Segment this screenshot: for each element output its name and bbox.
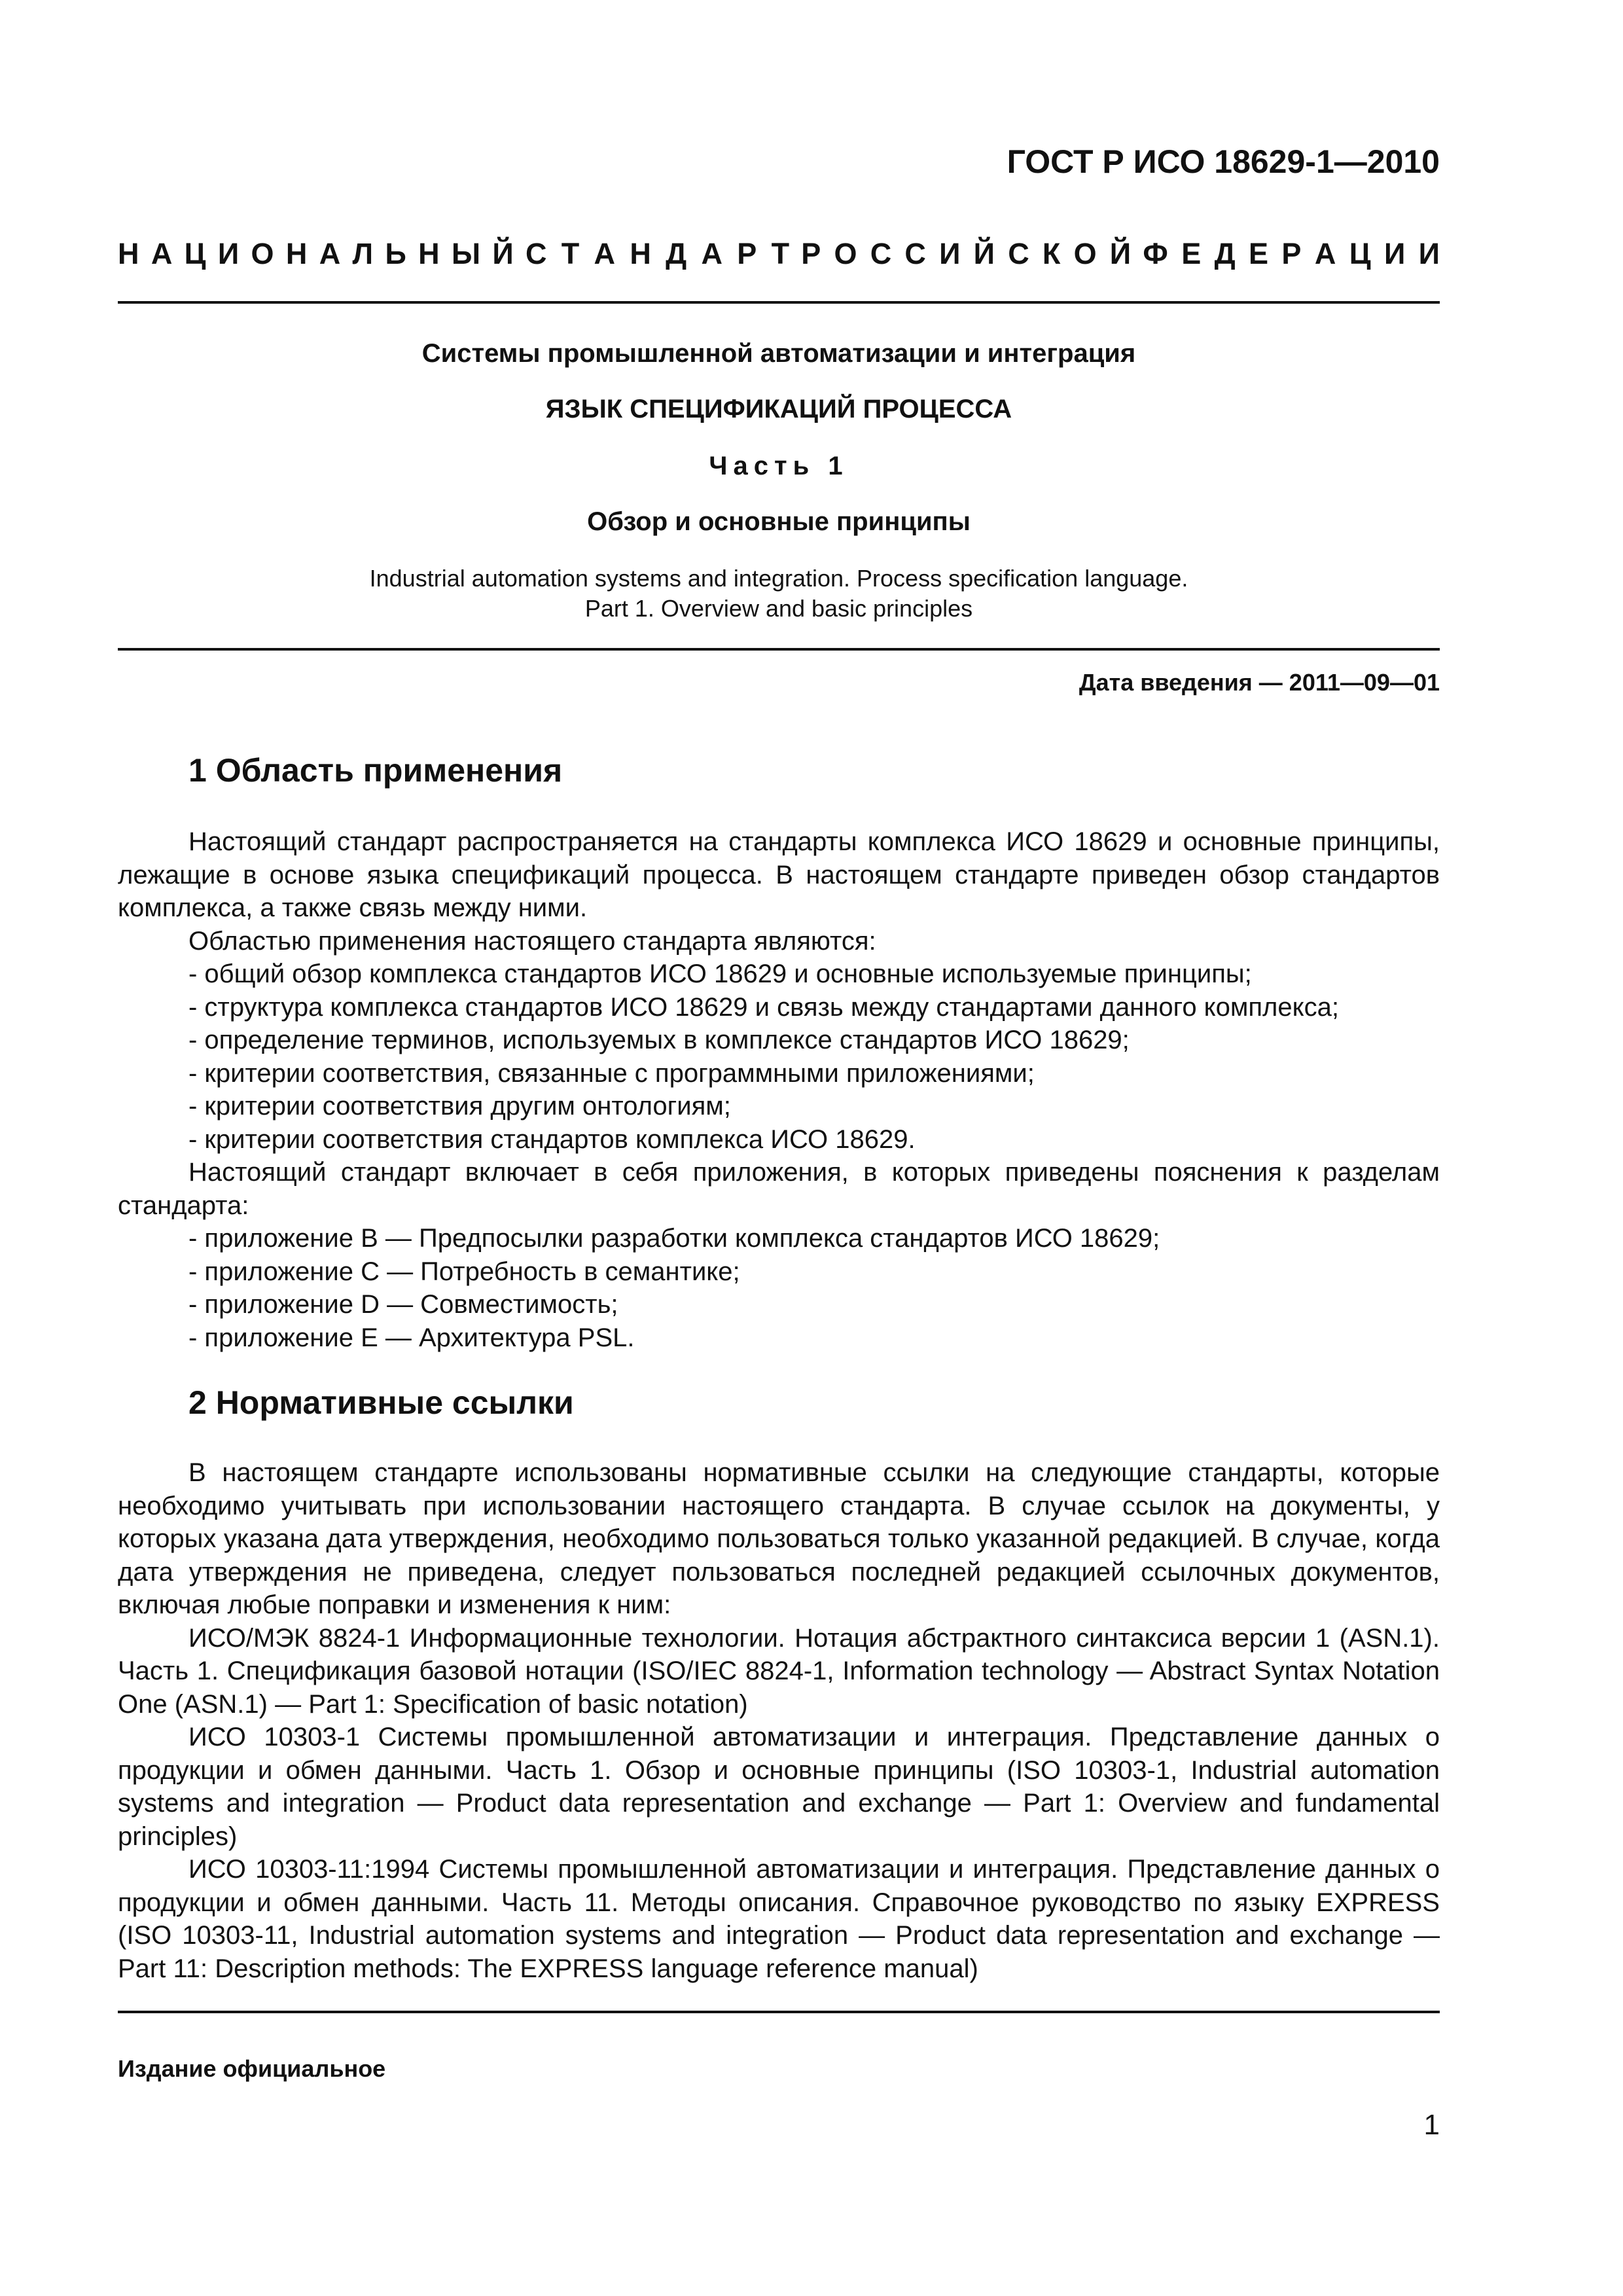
section-2-body (118, 1456, 1440, 1985)
english-title-line-2: Part 1. Overview and basic principles (584, 595, 973, 622)
national-title-word: Р О С С И Й С К О Й (801, 237, 1132, 270)
paragraph: В настоящем стандарте использованы нормативные ссылки на следующие стандарты, которые необходимо учитывать при использовании настоящего стандарта. В случае ссылок на документы, у которых указана дата утверждения, необходимо пользоваться только указанной редакцией. В случае, когда дата утверждения не приведена, следует пользоваться последней редакцией ссылочных документов, включая любые поправки и изменения к ним: (118, 1458, 1440, 1619)
footer-divider (118, 2011, 1440, 2013)
list-item: - приложение С — Потребность в семантике; (188, 1257, 740, 1286)
list-item: - критерии соответствия другим онтологиям; (188, 1092, 731, 1121)
standard-number: ГОСТ Р ИСО 18629-1—2010 (1007, 143, 1440, 180)
national-title-word: С Т А Н Д А Р Т (525, 237, 790, 270)
national-title-word: Н А Ц И О Н А Л Ь Н Ы Й (118, 237, 514, 270)
list-item: - определение терминов, используемых в комплексе стандартов ИСО 18629; (188, 1026, 1130, 1054)
header-divider (118, 301, 1440, 304)
title-line-1: Системы промышленной автоматизации и интеграция (421, 339, 1136, 368)
list-item: - структура комплекса стандартов ИСО 18629 и связь между стандартами данного комплекса; (188, 992, 1339, 1022)
paragraph: Настоящий стандарт распространяется на стандарты комплекса ИСО 18629 и основные принципы, лежащие в основе языка спецификаций процесса. В настоящем стандарте приведен обзор стандартов комплекса, а также связь между ними. (118, 827, 1440, 922)
page-number: 1 (1423, 2109, 1440, 2141)
title-divider (118, 648, 1440, 651)
title-line-3: Часть 1 (709, 452, 849, 480)
list-item: - общий обзор комплекса стандартов ИСО 18629 и основные используемые принципы; (188, 960, 1252, 988)
introduction-date: Дата введения — 2011—09—01 (1079, 669, 1440, 696)
section-2-heading: 2 Нормативные ссылки (188, 1384, 574, 1421)
national-title-word: Ф Е Д Е Р А Ц И И (1143, 237, 1440, 270)
list-item: - приложение Е — Архитектура PSL. (188, 1323, 635, 1352)
official-edition-label: Издание официальное (118, 2055, 386, 2082)
list-item: - критерии соответствия, связанные с программными приложениями; (188, 1058, 1035, 1088)
title-line-4: Обзор и основные принципы (587, 507, 971, 536)
national-standard-title (118, 237, 1440, 271)
section-1-body (118, 825, 1440, 1354)
list-item: - приложение D — Совместимость; (188, 1290, 618, 1319)
list-item: - критерии соответствия стандартов комплекса ИСО 18629. (188, 1124, 916, 1154)
reference-entry: ИСО 10303-1 Системы промышленной автоматизации и интеграция. Представление данных о продукции и обмен данными. Часть 1. Обзор и основные принципы (ISO 10303-1, Industrial automation systems and integration — Product data representation and exchange — Part 1: Overview and fundamental principles) (118, 1723, 1440, 1851)
reference-entry: ИСО/МЭК 8824-1 Информационные технологии. Нотация абстрактного синтаксиса версии 1 (ASN.1). Часть 1. Спецификация базовой нотации (ISO/IEC 8824-1, Information technology — Abstract Syntax Notation One (ASN.1) — Part 1: Specification of basic notation) (118, 1623, 1440, 1719)
section-1-heading: 1 Область применения (188, 752, 563, 789)
reference-entry: ИСО 10303-11:1994 Системы промышленной автоматизации и интеграция. Представление данных о продукции и обмен данными. Часть 11. Методы описания. Справочное руководство по языку EXPRESS (ISO 10303-11, Industrial automation systems and integration — Product data representation and exchange — Part 11: Description methods: The EXPRESS language reference manual) (118, 1855, 1440, 1983)
paragraph: Областью применения настоящего стандарта являются: (188, 926, 876, 956)
list-item: - приложение В — Предпосылки разработки комплекса стандартов ИСО 18629; (188, 1224, 1160, 1253)
title-line-2: ЯЗЫК СПЕЦИФИКАЦИЙ ПРОЦЕССА (545, 395, 1012, 423)
paragraph: Настоящий стандарт включает в себя приложения, в которых приведены пояснения к разделам стандарта: (118, 1158, 1440, 1220)
english-title-line-1: Industrial automation systems and integration. Process specification language. (369, 565, 1188, 592)
